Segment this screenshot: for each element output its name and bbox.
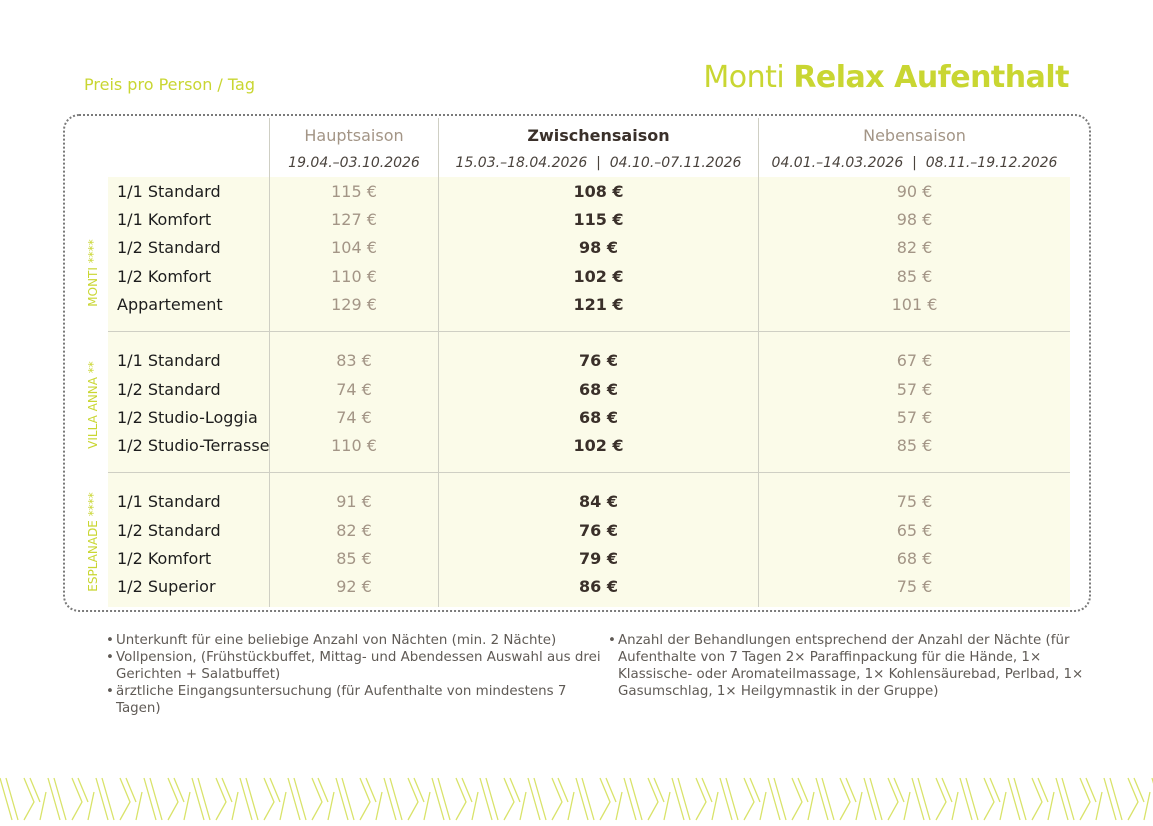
price-zwischensaison: 121 € [573, 295, 624, 314]
season-header-hauptsaison: Hauptsaison [304, 126, 404, 145]
hotel-label-villa-anna: VILLA ANNA ** [86, 361, 100, 449]
price-hauptsaison: 115 € [331, 182, 377, 201]
group-divider [108, 472, 1070, 473]
price-hauptsaison: 110 € [331, 436, 377, 455]
price-hauptsaison: 104 € [331, 238, 377, 257]
price-zwischensaison: 76 € [579, 351, 618, 370]
price-nebensaison: 75 € [896, 577, 933, 596]
season-dates-hauptsaison: 19.04.–03.10.2026 [288, 155, 420, 171]
page-title [703, 60, 1069, 95]
list-item: • Unterkunft für eine beliebige Anzahl von Nächten (min. 2 Nächte) [106, 632, 606, 649]
price-nebensaison: 85 € [896, 267, 933, 286]
page-title-light: Monti [703, 60, 785, 95]
room-label: 1/2 Standard [117, 380, 221, 399]
price-zwischensaison: 115 € [573, 210, 624, 229]
price-nebensaison: 98 € [896, 210, 933, 229]
price-hauptsaison: 110 € [331, 267, 377, 286]
price-nebensaison: 75 € [896, 492, 933, 511]
price-nebensaison: 85 € [896, 436, 933, 455]
room-label: 1/2 Komfort [117, 267, 212, 286]
decorative-pattern [0, 772, 1153, 826]
price-zwischensaison: 102 € [573, 267, 624, 286]
price-hauptsaison: 83 € [336, 351, 372, 370]
room-label: 1/2 Superior [117, 577, 216, 596]
price-zwischensaison: 86 € [579, 577, 618, 596]
price-zwischensaison: 84 € [579, 492, 618, 511]
price-hauptsaison: 129 € [331, 295, 377, 314]
price-nebensaison: 68 € [896, 549, 933, 568]
notes-right [608, 632, 1092, 700]
price-hauptsaison: 85 € [336, 549, 372, 568]
room-label: 1/1 Standard [117, 182, 221, 201]
price-nebensaison: 101 € [891, 295, 938, 314]
room-label: 1/1 Standard [117, 351, 221, 370]
price-subtitle: Preis pro Person / Tag [84, 75, 255, 94]
price-nebensaison: 57 € [896, 380, 933, 399]
price-zwischensaison: 98 € [579, 238, 618, 257]
season-dates-nebensaison: 04.01.–14.03.2026 | 08.11.–19.12.2026 [771, 155, 1058, 171]
price-zwischensaison: 108 € [573, 182, 624, 201]
hotel-label-monti: MONTI **** [86, 239, 100, 307]
page-title-bold: Relax Aufenthalt [793, 60, 1069, 95]
season-dates-zwischensaison: 15.03.–18.04.2026 | 04.10.–07.11.2026 [455, 155, 742, 171]
price-zwischensaison: 76 € [579, 521, 618, 540]
room-label: 1/2 Studio-Terrasse [117, 436, 270, 455]
room-label: 1/2 Standard [117, 238, 221, 257]
room-label: 1/2 Komfort [117, 549, 212, 568]
price-hauptsaison: 74 € [336, 408, 372, 427]
season-header-zwischensaison: Zwischensaison [527, 126, 670, 145]
price-nebensaison: 65 € [896, 521, 933, 540]
list-item: • ärztliche Eingangsuntersuchung (für Aufenthalte von mindestens 7 Tagen) [106, 683, 606, 717]
price-hauptsaison: 92 € [336, 577, 372, 596]
price-zwischensaison: 102 € [573, 436, 624, 455]
list-item: • Vollpension, (Frühstückbuffet, Mittag- und Abendessen Auswahl aus drei Gerichten + Salatbuffet) [106, 649, 606, 683]
season-header-nebensaison: Nebensaison [863, 126, 966, 145]
notes-left [106, 632, 606, 717]
price-zwischensaison: 68 € [579, 408, 618, 427]
price-hauptsaison: 127 € [331, 210, 377, 229]
room-label: Appartement [117, 295, 223, 314]
room-label: 1/2 Standard [117, 521, 221, 540]
price-zwischensaison: 68 € [579, 380, 618, 399]
price-nebensaison: 57 € [896, 408, 933, 427]
room-label: 1/1 Standard [117, 492, 221, 511]
price-zwischensaison: 79 € [579, 549, 618, 568]
hotel-label-esplanade: ESPLANADE **** [86, 492, 100, 592]
room-label: 1/2 Studio-Loggia [117, 408, 258, 427]
price-nebensaison: 82 € [896, 238, 933, 257]
price-hauptsaison: 91 € [336, 492, 372, 511]
room-label: 1/1 Komfort [117, 210, 212, 229]
price-nebensaison: 90 € [896, 182, 933, 201]
list-item: • Anzahl der Behandlungen entsprechend der Anzahl der Nächte (für Aufenthalte von 7 Tagen 2× Paraffinpackung für die Hände, 1× Klassische- oder Aromateilmassage, 1× Kohlensäurebad, Perlbad, 1× Gasumschlag, 1× Heilgymnastik in der Gruppe) [608, 632, 1092, 700]
price-hauptsaison: 82 € [336, 521, 372, 540]
price-hauptsaison: 74 € [336, 380, 372, 399]
group-divider [108, 331, 1070, 332]
price-nebensaison: 67 € [896, 351, 933, 370]
